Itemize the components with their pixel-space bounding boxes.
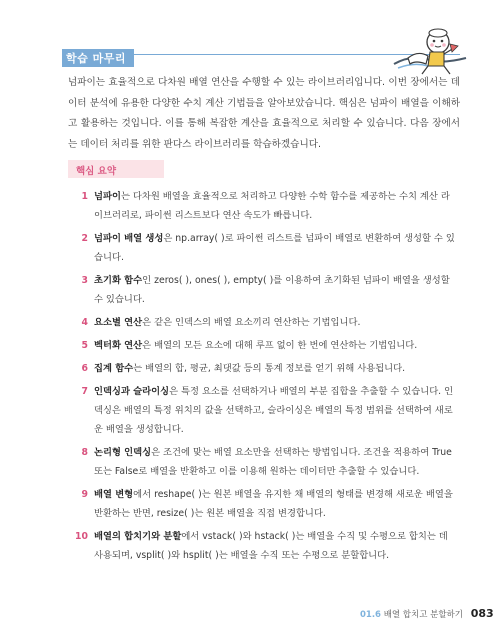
list-item	[70, 527, 458, 565]
list-item	[70, 313, 458, 332]
item-text: 인 zeros( ), ones( ), empty( )를 이용하여 초기화된 넘파이 배열을 생성할 수 있습니다.	[94, 275, 450, 305]
summary-title: 핵심 요약	[76, 166, 117, 177]
item-text: 는 다차원 배열을 효율적으로 처리하고 다양한 수학 함수를 제공하는 수치 계산 라이브러리로, 파이썬 리스트보다 연산 속도가 빠릅니다.	[94, 191, 450, 221]
list-item	[70, 382, 458, 439]
item-term: 요소별 연산	[94, 317, 143, 328]
section-title: 학습 마무리	[66, 52, 126, 65]
item-number: 5	[81, 340, 88, 351]
item-term: 넘파이 배열 생성	[94, 233, 164, 244]
item-number: 10	[75, 531, 88, 542]
item-term: 넘파이	[94, 191, 121, 202]
item-text: 에서 vstack( )와 hstack( )는 배열을 수직 및 수평으로 합치는 데 사용되며, vsplit( )와 hsplit( )는 배열을 수직 또는 수평으로 분할합니다.	[94, 531, 448, 561]
item-number: 8	[81, 447, 88, 458]
summary-list	[70, 187, 458, 569]
item-number: 9	[81, 489, 88, 500]
list-item	[70, 271, 458, 309]
page-footer	[360, 607, 494, 620]
item-number: 4	[81, 317, 88, 328]
item-number: 7	[81, 386, 88, 397]
item-term: 논리형 인덱싱	[94, 447, 152, 458]
item-text: 은 배열의 모든 요소에 대해 루프 없이 한 번에 연산하는 기법입니다.	[142, 340, 418, 351]
item-text: 은 같은 인덱스의 배열 요소끼리 연산하는 기법입니다.	[142, 317, 361, 328]
mascot-illustration	[392, 24, 468, 78]
item-text: 은 특정 요소를 선택하거나 배열의 부분 집합을 추출할 수 있습니다. 인덱싱은 배열의 특정 위치의 값을 선택하고, 슬라이싱은 배열의 특정 범위를 선택하여 새로운 배열을 생성합니다.	[94, 386, 454, 435]
footer-section-title: 배열 합치고 분할하기	[383, 610, 463, 620]
list-item	[70, 359, 458, 378]
item-number: 6	[81, 363, 88, 374]
list-item	[70, 229, 458, 267]
intro-paragraph: 넘파이는 효율적으로 다차원 배열 연산을 수행할 수 있는 라이브러리입니다. 이번 장에서는 데이터 분석에 유용한 다양한 수치 계산 기법들을 알아보았습니다. 핵심은 넘파이 배열을 이해하고 활용하는 것입니다. 이를 통해 복잡한 계산을 효율적으로 처리할 수 있습니다. 다음 장에서는 데이터 처리를 위한 판다스 라이브러리를 학습하겠습니다.	[68, 77, 460, 150]
item-text: 은 np.array( )로 파이썬 리스트를 넘파이 배열로 변환하여 생성할 수 있습니다.	[94, 233, 455, 263]
list-item	[70, 443, 458, 481]
item-number: 2	[81, 233, 88, 244]
item-term: 인덱싱과 슬라이싱	[94, 386, 170, 397]
list-item	[70, 485, 458, 523]
item-term: 집계 함수	[94, 363, 134, 374]
item-term: 초기화 함수	[94, 275, 143, 286]
item-term: 벡터화 연산	[94, 340, 143, 351]
item-text: 는 배열의 합, 평균, 최댓값 등의 통계 정보를 얻기 위해 사용됩니다.	[133, 363, 406, 374]
item-text: 은 조건에 맞는 배열 요소만을 선택하는 방법입니다. 조건을 적용하여 True 또는 False로 배열을 반환하고 이를 이용해 원하는 데이터만 추출할 수 있습니다.	[94, 447, 452, 477]
page-number: 083	[470, 607, 494, 620]
item-number: 1	[81, 191, 88, 202]
item-term: 배열의 합치기와 분할	[94, 531, 182, 542]
list-item	[70, 187, 458, 225]
footer-section-number: 01.6	[360, 610, 381, 620]
list-item	[70, 336, 458, 355]
item-term: 배열 변형	[94, 489, 134, 500]
item-text: 에서 reshape( )는 원본 배열을 유지한 채 배열의 형태를 변경해 새로운 배열을 반환하는 반면, resize( )는 원본 배열을 직접 변경합니다.	[94, 489, 453, 519]
item-number: 3	[81, 275, 88, 286]
